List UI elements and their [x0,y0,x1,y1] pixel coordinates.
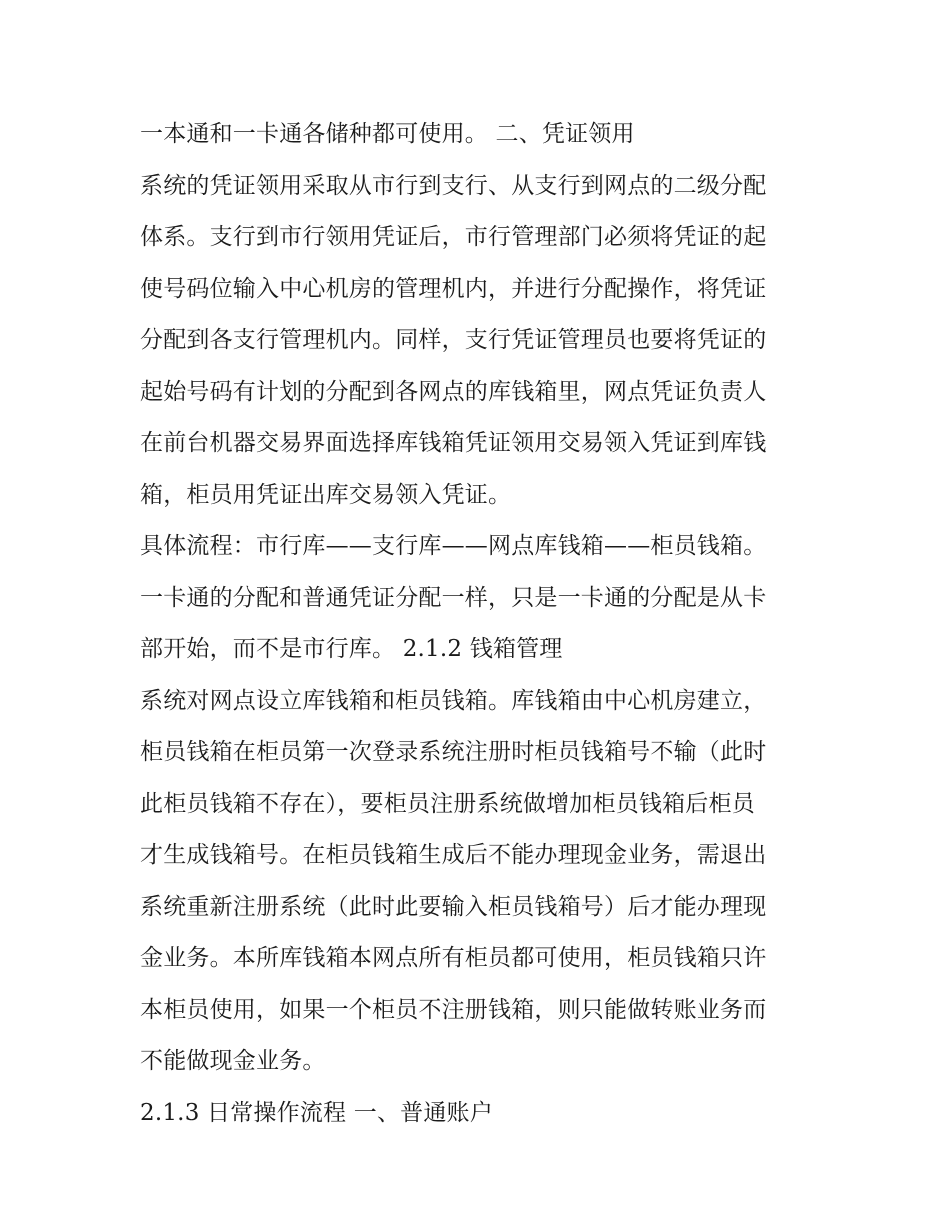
document-body [140,109,820,1139]
text-line: 系统的凭证领用采取从市行到支行、从支行到网点的二级分配 [140,172,767,199]
text-line: 一本通和一卡通各储种都可使用。 二、凭证领用 [140,121,635,147]
text-line: 起始号码有计划的分配到各网点的库钱箱里，网点凭证负责人 [140,378,767,405]
text-line: 分配到各支行管理机内。同样，支行凭证管理员也要将凭证的 [140,327,767,353]
text-line: 系统重新注册系统（此时此要输入柜员钱箱号）后才能办理现 [140,893,767,920]
text-line: 在前台机器交易界面选择库钱箱凭证领用交易领入凭证到库钱 [140,430,767,456]
text-line: 具体流程：市行库——支行库——网点库钱箱——柜员钱箱。 [140,533,767,559]
text-line: 一卡通的分配和普通凭证分配一样，只是一卡通的分配是从卡 [140,584,767,611]
section-heading: 2.1.3 日常操作流程 一、普通账户 [140,1099,493,1126]
text-line: 体系。支行到市行领用凭证后，市行管理部门必须将凭证的起 [140,224,767,250]
text-line: 部开始，而不是市行库。 2.1.2 钱箱管理 [140,636,563,662]
text-line: 系统对网点设立库钱箱和柜员钱箱。库钱箱由中心机房建立， [140,687,767,714]
text-line: 此柜员钱箱不存在），要柜员注册系统做增加柜员钱箱后柜员 [140,790,755,817]
text-line: 箱，柜员用凭证出库交易领入凭证。 [140,481,512,508]
text-line: 使号码位输入中心机房的管理机内，并进行分配操作，将凭证 [140,275,767,302]
text-line: 本柜员使用，如果一个柜员不注册钱箱，则只能做转账业务而 [140,996,767,1023]
text-line: 不能做现金业务。 [140,1048,326,1074]
text-line: 金业务。本所库钱箱本网点所有柜员都可使用，柜员钱箱只许 [140,945,767,971]
text-line: 柜员钱箱在柜员第一次登录系统注册时柜员钱箱号不输（此时 [140,739,767,765]
text-line: 才生成钱箱号。在柜员钱箱生成后不能办理现金业务，需退出 [140,842,767,868]
